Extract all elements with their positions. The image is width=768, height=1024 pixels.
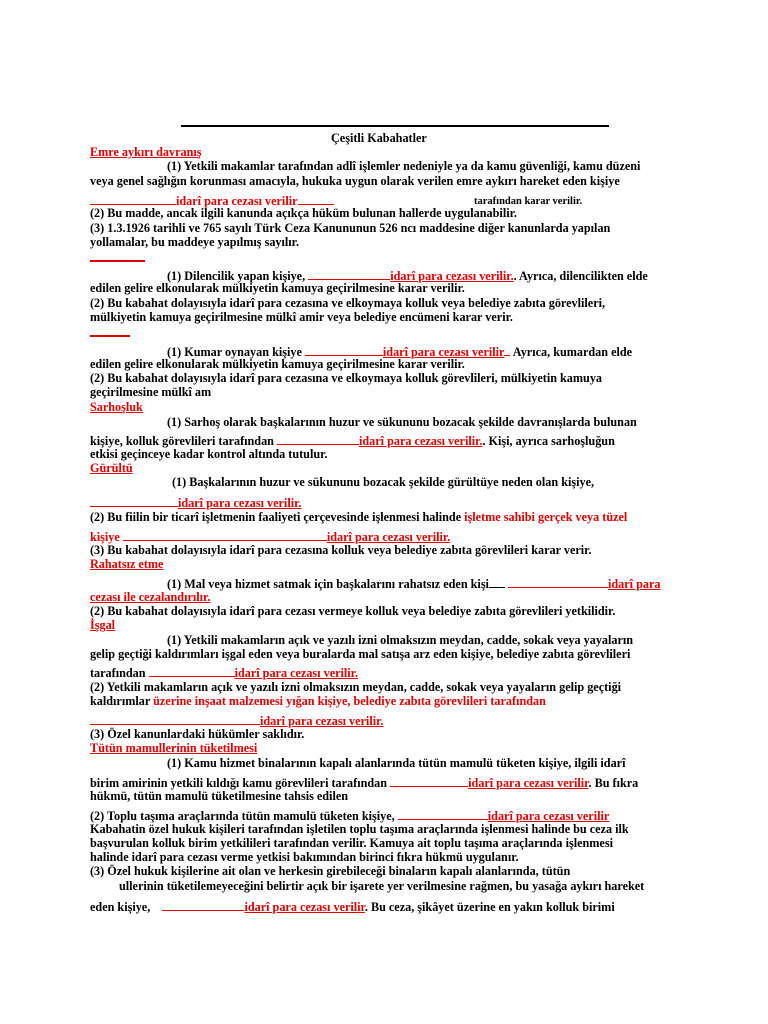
paragraph-line: (1) Kamu hizmet binalarının kapalı alanlarında tütün mamulü tüketen kişiye, ilgili idarî xyxy=(167,756,626,770)
heading-blank xyxy=(90,335,130,337)
fine-blank: idarî para cezası verilir xyxy=(90,192,334,209)
section-heading-rahatsiz-etme: Rahatsız etme xyxy=(90,557,164,571)
paragraph-line: etkisi geçinceye kadar kontrol altında tutulur. xyxy=(90,447,328,461)
paragraph-line: birim amirinin yetkili kıldığı kamu görevlileri tarafından idarî para cezası verilir. Bu fıkra xyxy=(90,776,639,790)
paragraph-line: (2) Bu madde, ancak ilgili kanunda açıkça hüküm bulunan hallerde uygulanabilir. xyxy=(90,206,517,220)
paragraph-line: (2) Toplu taşıma araçlarında tütün mamulü tüketen kişiye, idarî para cezası verilir xyxy=(90,809,610,823)
paragraph-line: veya genel sağlığın korunması amacıyla, hukuka uygun olarak verilen emre aykırı hareket eden kişiye xyxy=(90,174,620,188)
fine-blank: idarî para cezası verilir. xyxy=(90,712,383,729)
paragraph-line: (1) Kumar oynayan kişiye idarî para cezası verilir Ayrıca, kumardan elde xyxy=(167,345,633,359)
paragraph-line: (3) Özel kanunlardaki hükümler saklıdır. xyxy=(90,727,305,741)
heading-blank xyxy=(90,260,145,262)
paragraph-line: (2) Bu fiilin bir ticarî işletmenin faaliyeti çerçevesinde işlenmesi halinde işletme sahibi gerçek veya tüzel xyxy=(90,510,628,524)
paragraph-line: tarafından idarî para cezası verilir. xyxy=(90,666,359,680)
paragraph-line: edilen gelire elkonularak mülkiyetin kamuya geçirilmesine karar verilir. xyxy=(90,281,465,295)
section-heading-isgal: İşgal xyxy=(90,618,116,632)
paragraph-line: tarafından karar verilir. xyxy=(474,196,583,207)
paragraph-line: (1) Yetkili makamlar tarafından adlî işlemler nedeniyle ya da kamu güvenliği, kamu düzeni xyxy=(167,159,641,173)
paragraph-line: kişiye idarî para cezası verilir. xyxy=(90,530,451,544)
paragraph-line: kaldırımlar üzerine inşaat malzemesi yığan kişiye, belediye zabıta görevlileri tarafından xyxy=(90,694,546,708)
paragraph-line: (2) Bu kabahat dolayısıyla idarî para cezası vermeye kolluk veya belediye zabıta görevlileri yetkilidir. xyxy=(90,604,616,618)
paragraph-line: halinde idarî para cezası verme yetkisi bakımından birinci fıkra hükmü uygulanır. xyxy=(90,850,519,864)
paragraph-line: Kabahatin özel hukuk kişileri tarafından işletilen toplu taşıma araçlarında işlenmesi halinde bu ceza ilk xyxy=(90,822,629,836)
document-title: Çeşitli Kabahatler xyxy=(331,131,427,145)
paragraph-line: (2) Bu kabahat dolayısıyla idarî para cezasına ve elkoymaya kolluk veya belediye zabıta görevlileri, xyxy=(90,296,606,310)
paragraph-line: ullerinin tüketilemeyeceğini belirtir açık bir işarete yer verilmesine rağmen, bu yasağa aykırı hareket xyxy=(119,879,645,893)
paragraph-line: hükmü, tütün mamulü tüketilmesine tahsis edilen xyxy=(90,789,349,803)
paragraph-line: yollamalar, bu maddeye yapılmış sayılır. xyxy=(90,235,300,249)
paragraph-line: edilen gelire elkonularak mülkiyetin kamuya geçirilmesine karar verilir. xyxy=(90,357,465,371)
paragraph-line: gelip geçtiği kaldırımları işgal eden veya buralarda mal satışa arz eden kişiye, belediye zabıta görevlileri xyxy=(90,647,631,661)
paragraph-line: (3) Bu kabahat dolayısıyla idarî para cezasına kolluk veya belediye zabıta görevlileri karar verir. xyxy=(90,543,592,557)
paragraph-line: (3) 1.3.1926 tarihli ve 765 sayılı Türk Ceza Kanununun 526 ncı maddesine diğer kanunlarda yapılan xyxy=(90,221,611,235)
paragraph-line: (3) Özel hukuk kişilerine ait olan ve herkesin girebileceği binaların kapalı alanlarında, tütün xyxy=(90,864,571,878)
paragraph-line: (1) Yetkili makamların açık ve yazılı izni olmaksızın meydan, cadde, sokak veya yayaların xyxy=(167,633,634,647)
paragraph-line: (1) Mal veya hizmet satmak için başkalarını rahatsız eden kişi idarî para xyxy=(167,577,661,591)
paragraph-line: (2) Yetkili makamların açık ve yazılı izni olmaksızın meydan, cadde, sokak veya yayaların gelip geçtiği xyxy=(90,680,622,694)
section-heading-emre: Emre aykırı davranış xyxy=(90,145,202,159)
section-heading-tutun: Tütün mamullerinin tüketilmesi xyxy=(90,741,258,755)
paragraph-line: mülkiyetin kamuya geçirilmesine mülkî amir veya belediye encümeni karar verir. xyxy=(90,310,513,324)
paragraph-line: cezası ile cezalandırılır. xyxy=(90,590,211,604)
paragraph-line: başvurulan kolluk birim yetkilileri tarafından verilir. Kamuya ait toplu taşıma araçlarında işlenmesi xyxy=(90,836,613,850)
paragraph-line: kişiye, kolluk görevlileri tarafından idarî para cezası verilir.. Kişi, ayrıca sarhoşluğun xyxy=(90,434,615,448)
paragraph-line: (1) Başkalarının huzur ve sükununu bozacak şekilde gürültüye neden olan kişiye, xyxy=(172,475,595,489)
top-rule xyxy=(181,125,609,127)
paragraph-line: (1) Dilencilik yapan kişiye, idarî para cezası verilir.. Ayrıca, dilencilikten elde xyxy=(167,269,648,283)
section-heading-sarhosluk: Sarhoşluk xyxy=(90,400,143,414)
paragraph-line: (2) Bu kabahat dolayısıyla idarî para cezasına ve elkoymaya kolluk görevlileri, mülkiyetin kamuya xyxy=(90,371,603,385)
fine-blank: idarî para cezası verilir. xyxy=(90,494,301,511)
paragraph-line: (1) Sarhoş olarak başkalarının huzur ve sükununu bozacak şekilde davranışlarda bulunan xyxy=(167,415,637,429)
paragraph-line: eden kişiye, idarî para cezası verilir. Bu ceza, şikâyet üzerine en yakın kolluk birimi xyxy=(90,900,615,914)
paragraph-line: geçirilmesine mülkî am xyxy=(90,385,212,399)
section-heading-gurultu: Gürültü xyxy=(90,461,133,475)
